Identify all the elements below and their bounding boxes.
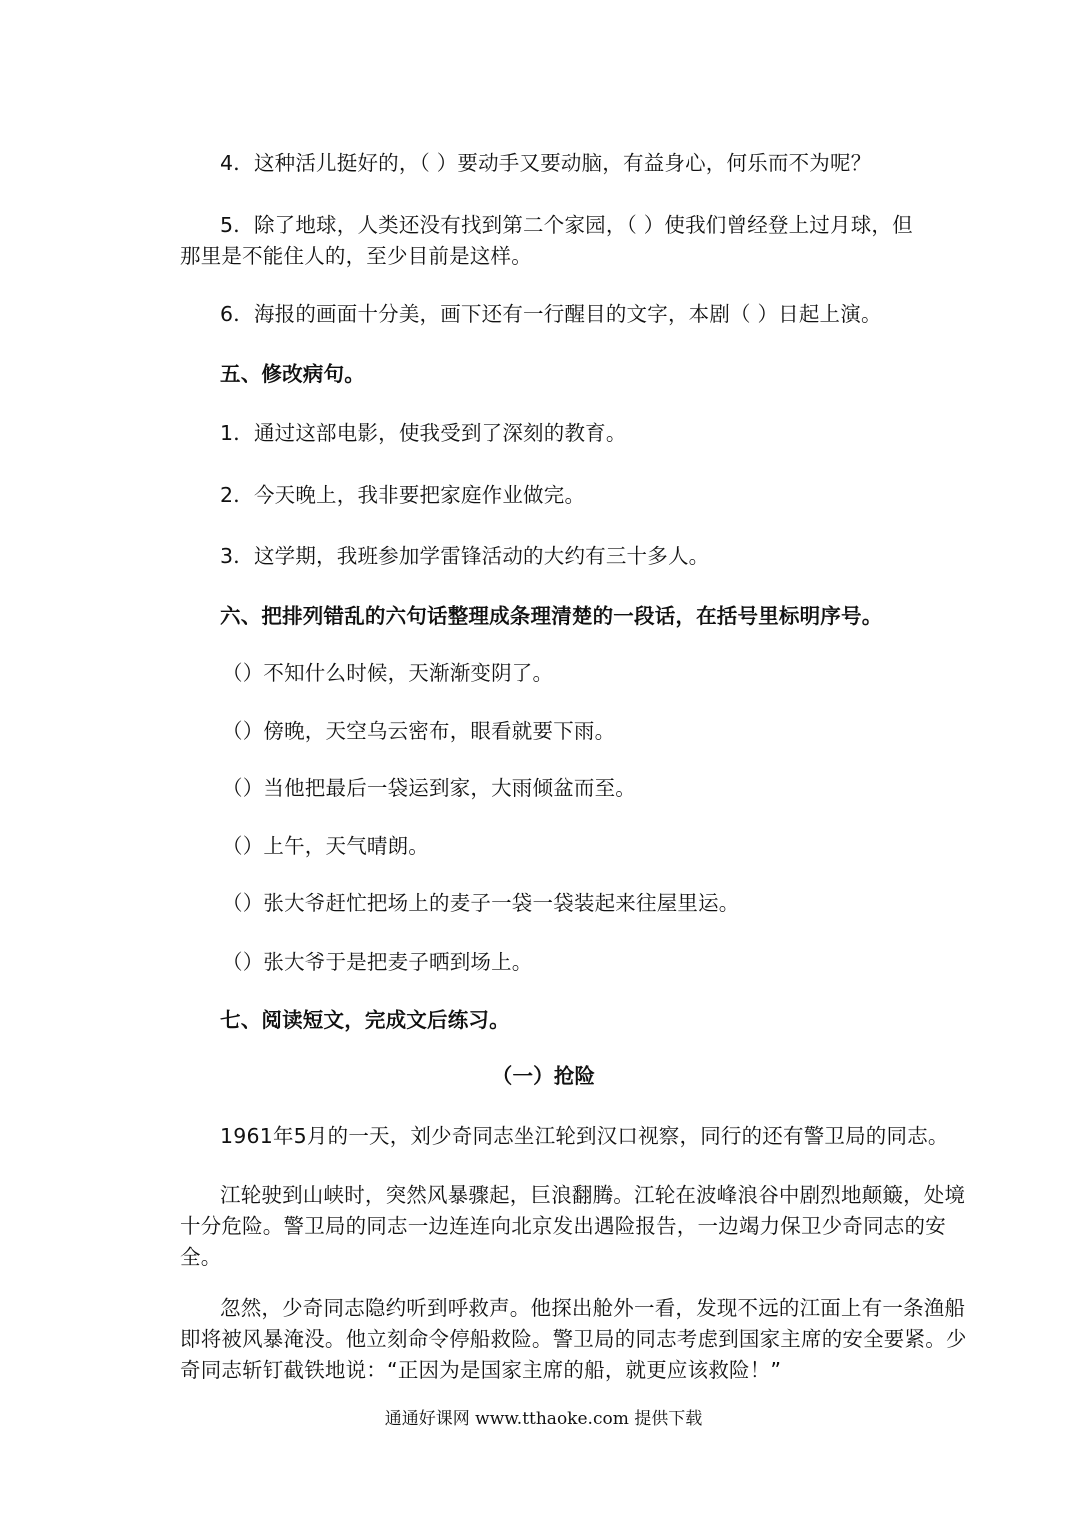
section-5-item-3: 3．这学期，我班参加学雷锋活动的大约有三十多人。 — [220, 544, 710, 568]
section-6-item-6: （）张大爷于是把麦子晒到场上。 — [222, 950, 533, 974]
section-6-item-4: （）上午，天气晴朗。 — [222, 834, 429, 858]
question-4: 4．这种活儿挺好的，（ ）要动手又要动脑，有益身心，何乐而不为呢？ — [220, 151, 872, 175]
section-5-item-1: 1．通过这部电影，使我受到了深刻的教育。 — [220, 421, 627, 445]
page-footer: 通通好课网 www.tthaoke.com 提供下载 — [384, 1409, 703, 1429]
passage-title: （一）抢险 — [491, 1064, 596, 1088]
section-6-item-2: （）傍晚，天空乌云密布，眼看就要下雨。 — [222, 719, 616, 743]
question-6: 6．海报的画面十分美，画下还有一行醒目的文字，本剧（ ）日起上演。 — [220, 302, 882, 326]
section-6-item-1: （）不知什么时候，天渐渐变阴了。 — [222, 661, 554, 685]
section-7-heading: 七、阅读短文，完成文后练习。 — [220, 1008, 510, 1032]
section-6-item-5: （）张大爷赶忙把场上的麦子一袋一袋装起来往屋里运。 — [222, 891, 740, 915]
section-5-heading: 五、修改病句。 — [220, 362, 365, 386]
section-5-item-2: 2．今天晚上，我非要把家庭作业做完。 — [220, 483, 586, 507]
passage-paragraph-1: 1961年5月的一天，刘少奇同志坐江轮到汉口视察，同行的还有警卫局的同志。 — [220, 1124, 949, 1148]
passage-paragraph-2: 江轮驶到山峡时，突然风暴骤起，巨浪翻腾。江轮在波峰浪谷中剧烈地颠簸，处境十分危险。警卫局的同志一边连连向北京发出遇险报告，一边竭力保卫少奇同志的安全。 — [180, 1183, 966, 1269]
question-5-line1: 5．除了地球，人类还没有找到第二个家园，（ ）使我们曾经登上过月球，但 — [220, 213, 913, 237]
question-5-line2: 那里是不能住人的，至少目前是这样。 — [180, 244, 532, 268]
section-6-item-3: （）当他把最后一袋运到家，大雨倾盆而至。 — [222, 776, 636, 800]
passage-paragraph-3: 忽然，少奇同志隐约听到呼救声。他探出舱外一看，发现不远的江面上有一条渔船即将被风暴淹没。他立刻命令停船救险。警卫局的同志考虑到国家主席的安全要紧。少奇同志斩钉截铁地说：“正因为是国家主席的船，就更应该救险！” — [180, 1296, 967, 1382]
section-6-heading: 六、把排列错乱的六句话整理成条理清楚的一段话，在括号里标明序号。 — [220, 604, 883, 628]
